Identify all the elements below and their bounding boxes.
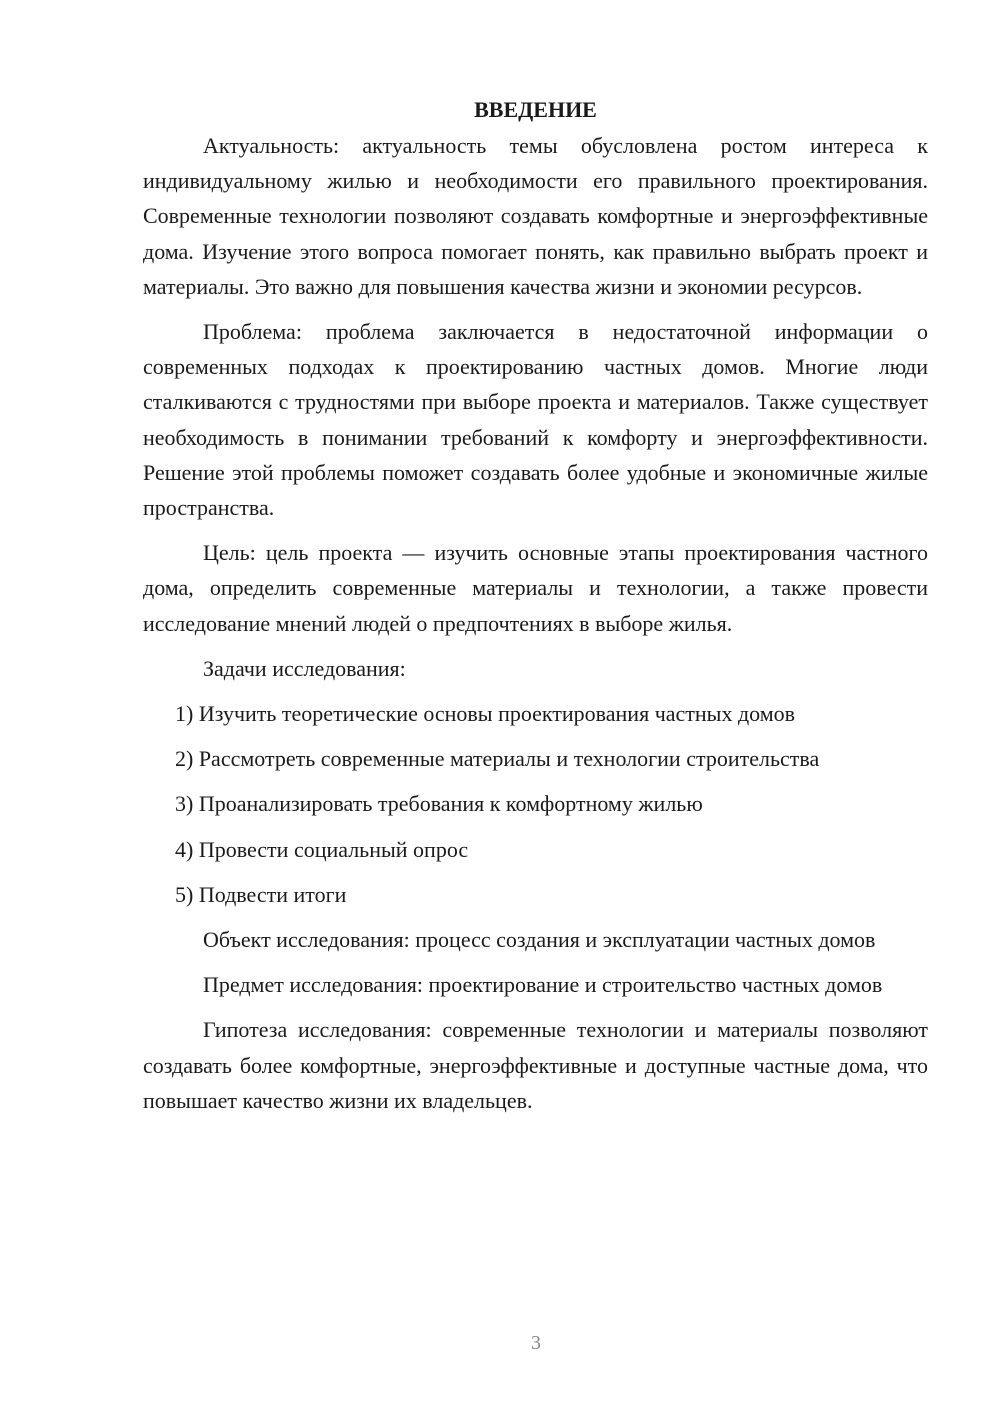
task-item: 3) Проанализировать требования к комфортному жилью [175, 791, 703, 817]
page-number: 3 [531, 1332, 541, 1354]
task-item: 2) Рассмотреть современные материалы и технологии строительства [175, 746, 820, 772]
subject-paragraph: Предмет исследования: проектирование и строительство частных домов [203, 972, 883, 998]
section-heading: ВВЕДЕНИЕ [474, 97, 597, 122]
task-list [143, 696, 928, 912]
problem-paragraph: Проблема: проблема заключается в недостаточной информации о современных подходах к проектированию частных домов. Многие люди сталкиваются с трудностями при выборе проекта и материалов. Также существует необходимость в понимании требований к комфорту и энергоэффективности. Решение этой проблемы поможет создавать более удобные и экономичные жилые пространства. [143, 319, 928, 521]
task-item: 1) Изучить теоретические основы проектирования частных домов [175, 701, 796, 727]
object-paragraph: Объект исследования: процесс создания и эксплуатации частных домов [203, 927, 876, 953]
tasks-title: Задачи исследования: [203, 655, 406, 681]
relevance-paragraph: Актуальность: актуальность темы обусловлена ростом интереса к индивидуальному жилью и необходимости его правильного проектирования. Современные технологии позволяют создавать комфортные и энергоэффективные дома. Изучение этого вопроса помогает понять, как правильно выбрать проект и материалы. Это важно для повышения качества жизни и экономии ресурсов. [143, 133, 928, 299]
goal-paragraph: Цель: цель проекта — изучить основные этапы проектирования частного дома, определить современные материалы и технологии, а также провести исследование мнений людей о предпочтениях в выборе жилья. [143, 540, 928, 636]
task-item: 5) Подвести итоги [175, 881, 347, 907]
hypothesis-paragraph: Гипотеза исследования: современные технологии и материалы позволяют создавать более комфортные, энергоэффективные и доступные частные дома, что повышает качество жизни их владельцев. [143, 1017, 928, 1113]
document-page [143, 92, 928, 1128]
task-item: 4) Провести социальный опрос [175, 836, 469, 862]
